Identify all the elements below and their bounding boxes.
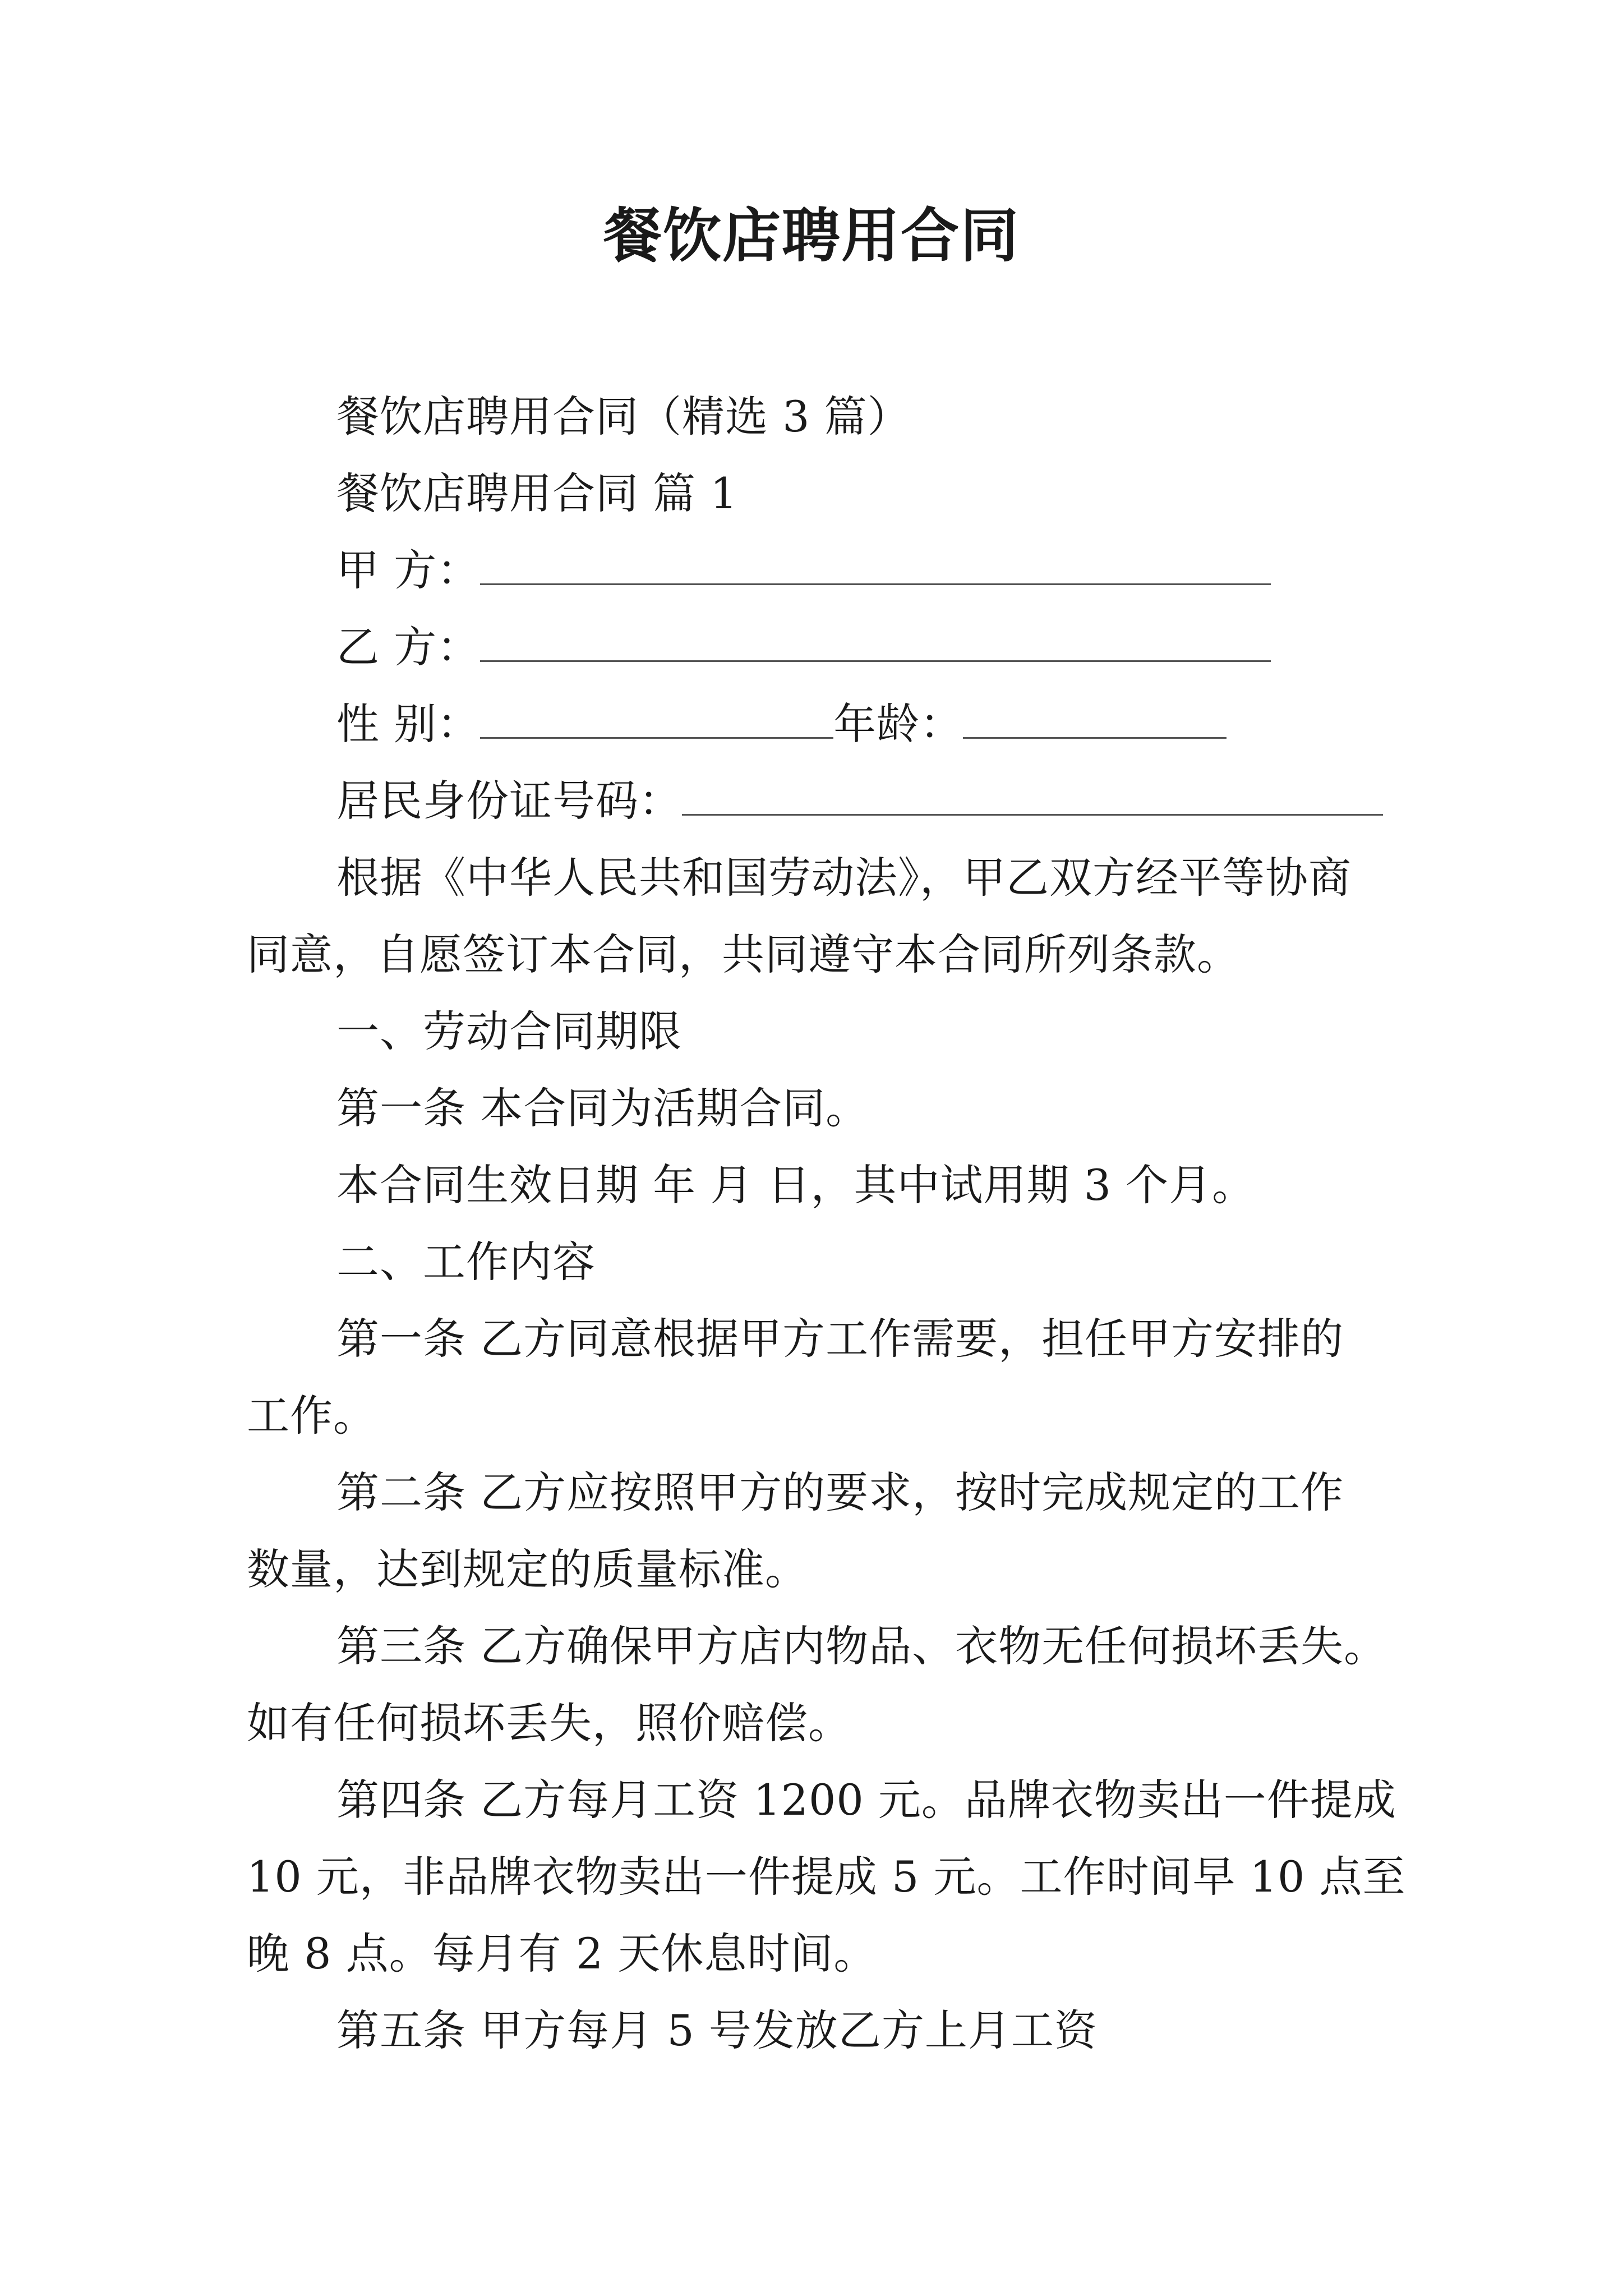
party-b-line: [247, 609, 1380, 685]
document-body: [247, 378, 1406, 2069]
section-2-article-2-line-1: 第二条 乙方应按照甲方的要求，按时完成规定的工作: [336, 1467, 1344, 1517]
section-2-article-1-line-1: 第一条 乙方同意根据甲方工作需要，担任甲方安排的: [336, 1314, 1344, 1364]
party-a-label: 甲 方：: [336, 545, 481, 595]
section-1-title: 一、劳动合同期限: [336, 1006, 682, 1056]
intro-paragraph-line-2: 同意，自愿签订本合同，共同遵守本合同所列条款。: [247, 930, 1240, 979]
section-1-effective-date: 本合同生效日期 年 月 日，其中试用期 3 个月。: [336, 1160, 1256, 1210]
section-2-article-4-line-2: 10 元，非品牌衣物卖出一件提成 5 元。工作时间早 10 点至: [247, 1852, 1406, 1902]
section-2-title: 二、工作内容: [336, 1237, 596, 1287]
section-2-article-4-line-1: 第四条 乙方每月工资 1200 元。品牌衣物卖出一件提成: [336, 1775, 1396, 1825]
party-b-label: 乙 方：: [336, 622, 481, 672]
id-number-label: 居民身份证号码：: [336, 776, 682, 826]
gender-blank: [480, 706, 833, 739]
document-title: 餐饮店聘用合同: [603, 201, 1020, 270]
party-a-line: [247, 532, 1380, 609]
document-subtitle: 餐饮店聘用合同（精选 3 篇）: [336, 392, 911, 441]
section-2-article-5-line-1: 第五条 甲方每月 5 号发放乙方上月工资: [336, 2005, 1098, 2055]
id-number-blank: [682, 783, 1383, 816]
intro-paragraph-line-1: 根据《中华人民共和国劳动法》，甲乙双方经平等协商: [336, 853, 1352, 903]
gender-age-line: [247, 685, 1380, 762]
age-label: 年龄：: [833, 699, 963, 749]
age-blank: [963, 706, 1227, 739]
section-2-article-3-line-2: 如有任何损坏丢失，照价赔偿。: [247, 1698, 851, 1748]
part-heading: 餐饮店聘用合同 篇 1: [336, 468, 738, 518]
party-b-blank: [480, 629, 1271, 662]
section-2-article-1-line-2: 工作。: [247, 1391, 376, 1441]
section-2-article-2-line-2: 数量，达到规定的质量标准。: [247, 1544, 808, 1594]
section-2-article-4-line-3: 晚 8 点。每月有 2 天休息时间。: [247, 1929, 877, 1978]
section-1-article-1: 第一条 本合同为活期合同。: [336, 1083, 869, 1133]
party-a-blank: [480, 552, 1271, 585]
section-2-article-3-line-1: 第三条 乙方确保甲方店内物品、衣物无任何损坏丢失。: [336, 1621, 1387, 1671]
gender-label: 性 别：: [336, 699, 481, 749]
id-number-line: [247, 762, 1380, 839]
